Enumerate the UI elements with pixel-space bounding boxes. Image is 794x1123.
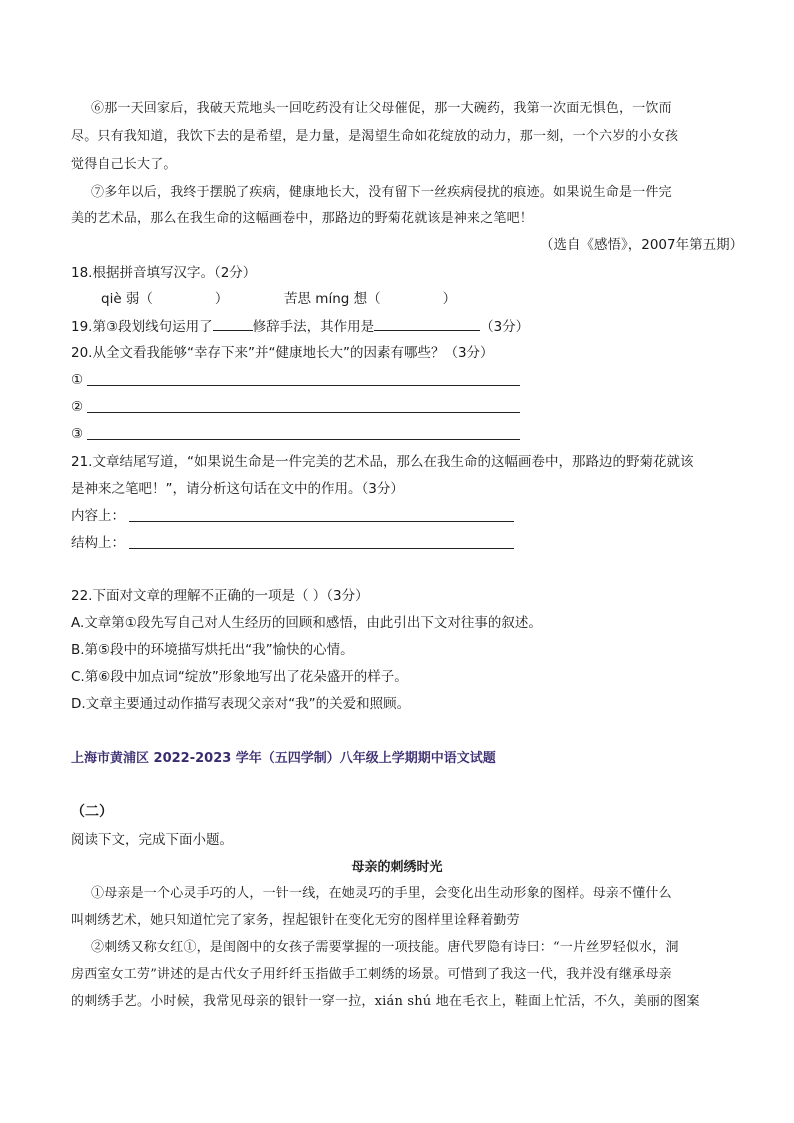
question-22: 22.下面对文章的理解不正确的一项是（ ）（3分） [71,588,369,604]
question-18-item-b-text: 苦思 míng 想（ [284,291,381,307]
question-21-content-label: 内容上： [71,508,125,524]
question-18: 18.根据拼音填写汉字。（2分） [71,265,257,281]
question-18-item-a [101,289,228,309]
question-19-blank-1[interactable] [213,316,253,331]
question-18-item-b [284,289,456,309]
question-21-content-line[interactable] [129,521,514,522]
article-paragraph-2-line-3: 的刺绣手艺。小时候，我常见母亲的银针一穿一拉，xián shú 地在毛衣上，鞋面上忙活，不久，美丽的图案 [71,994,700,1009]
passage-paragraph-6-line-3: 觉得自己长大了。 [71,157,177,172]
question-20-answer-3-label: ③ [71,426,84,442]
article-title: 母亲的刺绣时光 [351,860,443,875]
exam-source-header: 上海市黄浦区 2022-2023 学年（五四学制）八年级上学期期中语文试题 [71,751,496,766]
passage-paragraph-6-line-1: ⑥那一天回家后，我破天荒地头一回吃药没有让父母催促，那一大碗药，我第一次面无惧色，一饮而 [91,101,672,116]
passage-source: （选自《感悟》，2007年第五期） [540,237,744,253]
question-19-blank-2[interactable] [374,316,480,331]
section-2-label: （二） [71,804,113,820]
article-paragraph-2-line-2: 房西室女工劳”讲述的是古代女子用纤纤玉指做手工刺绣的场景。可惜到了我这一代，我并没有继承母亲 [71,967,672,982]
passage-paragraph-7-line-1: ⑦多年以后，我终于摆脱了疾病，健康地长大，没有留下一丝疾病侵扰的痕迹。如果说生命是一件完 [91,185,672,200]
question-20-answer-3-line[interactable] [87,439,520,440]
question-21-structure-label: 结构上： [71,535,125,551]
question-20-answer-2-label: ② [71,399,84,415]
question-22-option-c[interactable]: C.第⑥段中加点词“绽放”形象地写出了花朵盛开的样子。 [71,669,408,685]
article-paragraph-1-line-1: ①母亲是一个心灵手巧的人，一针一线，在她灵巧的手里，会变化出生动形象的图样。母亲不懂什么 [91,886,672,901]
question-21-line-1: 21.文章结尾写道，“如果说生命是一件完美的艺术品，那么在我生命的这幅画卷中，那路边的野菊花就该 [71,454,694,470]
question-19 [71,316,529,337]
question-21-line-2: 是神来之笔吧！”，请分析这句话在文中的作用。（3分） [71,481,404,497]
question-20-answer-1-line[interactable] [87,385,520,386]
question-18-item-a-text: qiè 弱（ [101,291,153,307]
article-paragraph-1-line-2: 叫刺绣艺术，她只知道忙完了家务，捏起银针在变化无穷的图样里诠释着勤劳 [71,913,520,928]
question-22-option-b[interactable]: B.第⑤段中的环境描写烘托出“我”愉快的心情。 [71,642,354,658]
question-21-structure-line[interactable] [129,548,514,549]
question-20-answer-1-label: ① [71,372,84,388]
question-18-item-b-close: ） [442,291,457,307]
question-20-answer-2-line[interactable] [87,412,520,413]
question-22-option-a[interactable]: A.文章第①段先写自己对人生经历的回顾和感悟，由此引出下文对往事的叙述。 [71,615,542,631]
question-18-item-a-close: ） [214,291,229,307]
article-paragraph-2-line-1: ②刺绣又称女红①，是闺阁中的女孩子需要掌握的一项技能。唐代罗隐有诗曰：“一片丝罗轻似水，洞 [91,940,679,955]
question-20: 20.从全文看我能够“幸存下来”并“健康地长大”的因素有哪些？（3分） [71,345,494,361]
question-22-option-d[interactable]: D.文章主要通过动作描写表现父亲对“我”的关爱和照顾。 [71,696,411,712]
section-2-instruction: 阅读下文，完成下面小题。 [71,832,233,848]
question-19-part-b: 修辞手法，其作用是 [252,319,375,335]
question-19-part-c: （3分） [480,319,530,335]
passage-paragraph-7-line-2: 美的艺术品，那么在我生命的这幅画卷中，那路边的野菊花就该是神来之笔吧！ [71,211,534,226]
passage-paragraph-6-line-2: 尽。只有我知道，我饮下去的是希望，是力量，是渴望生命如花绽放的动力，那一刻，一个六岁的小女孩 [71,129,679,144]
question-19-part-a: 19.第③段划线句运用了 [71,319,213,335]
